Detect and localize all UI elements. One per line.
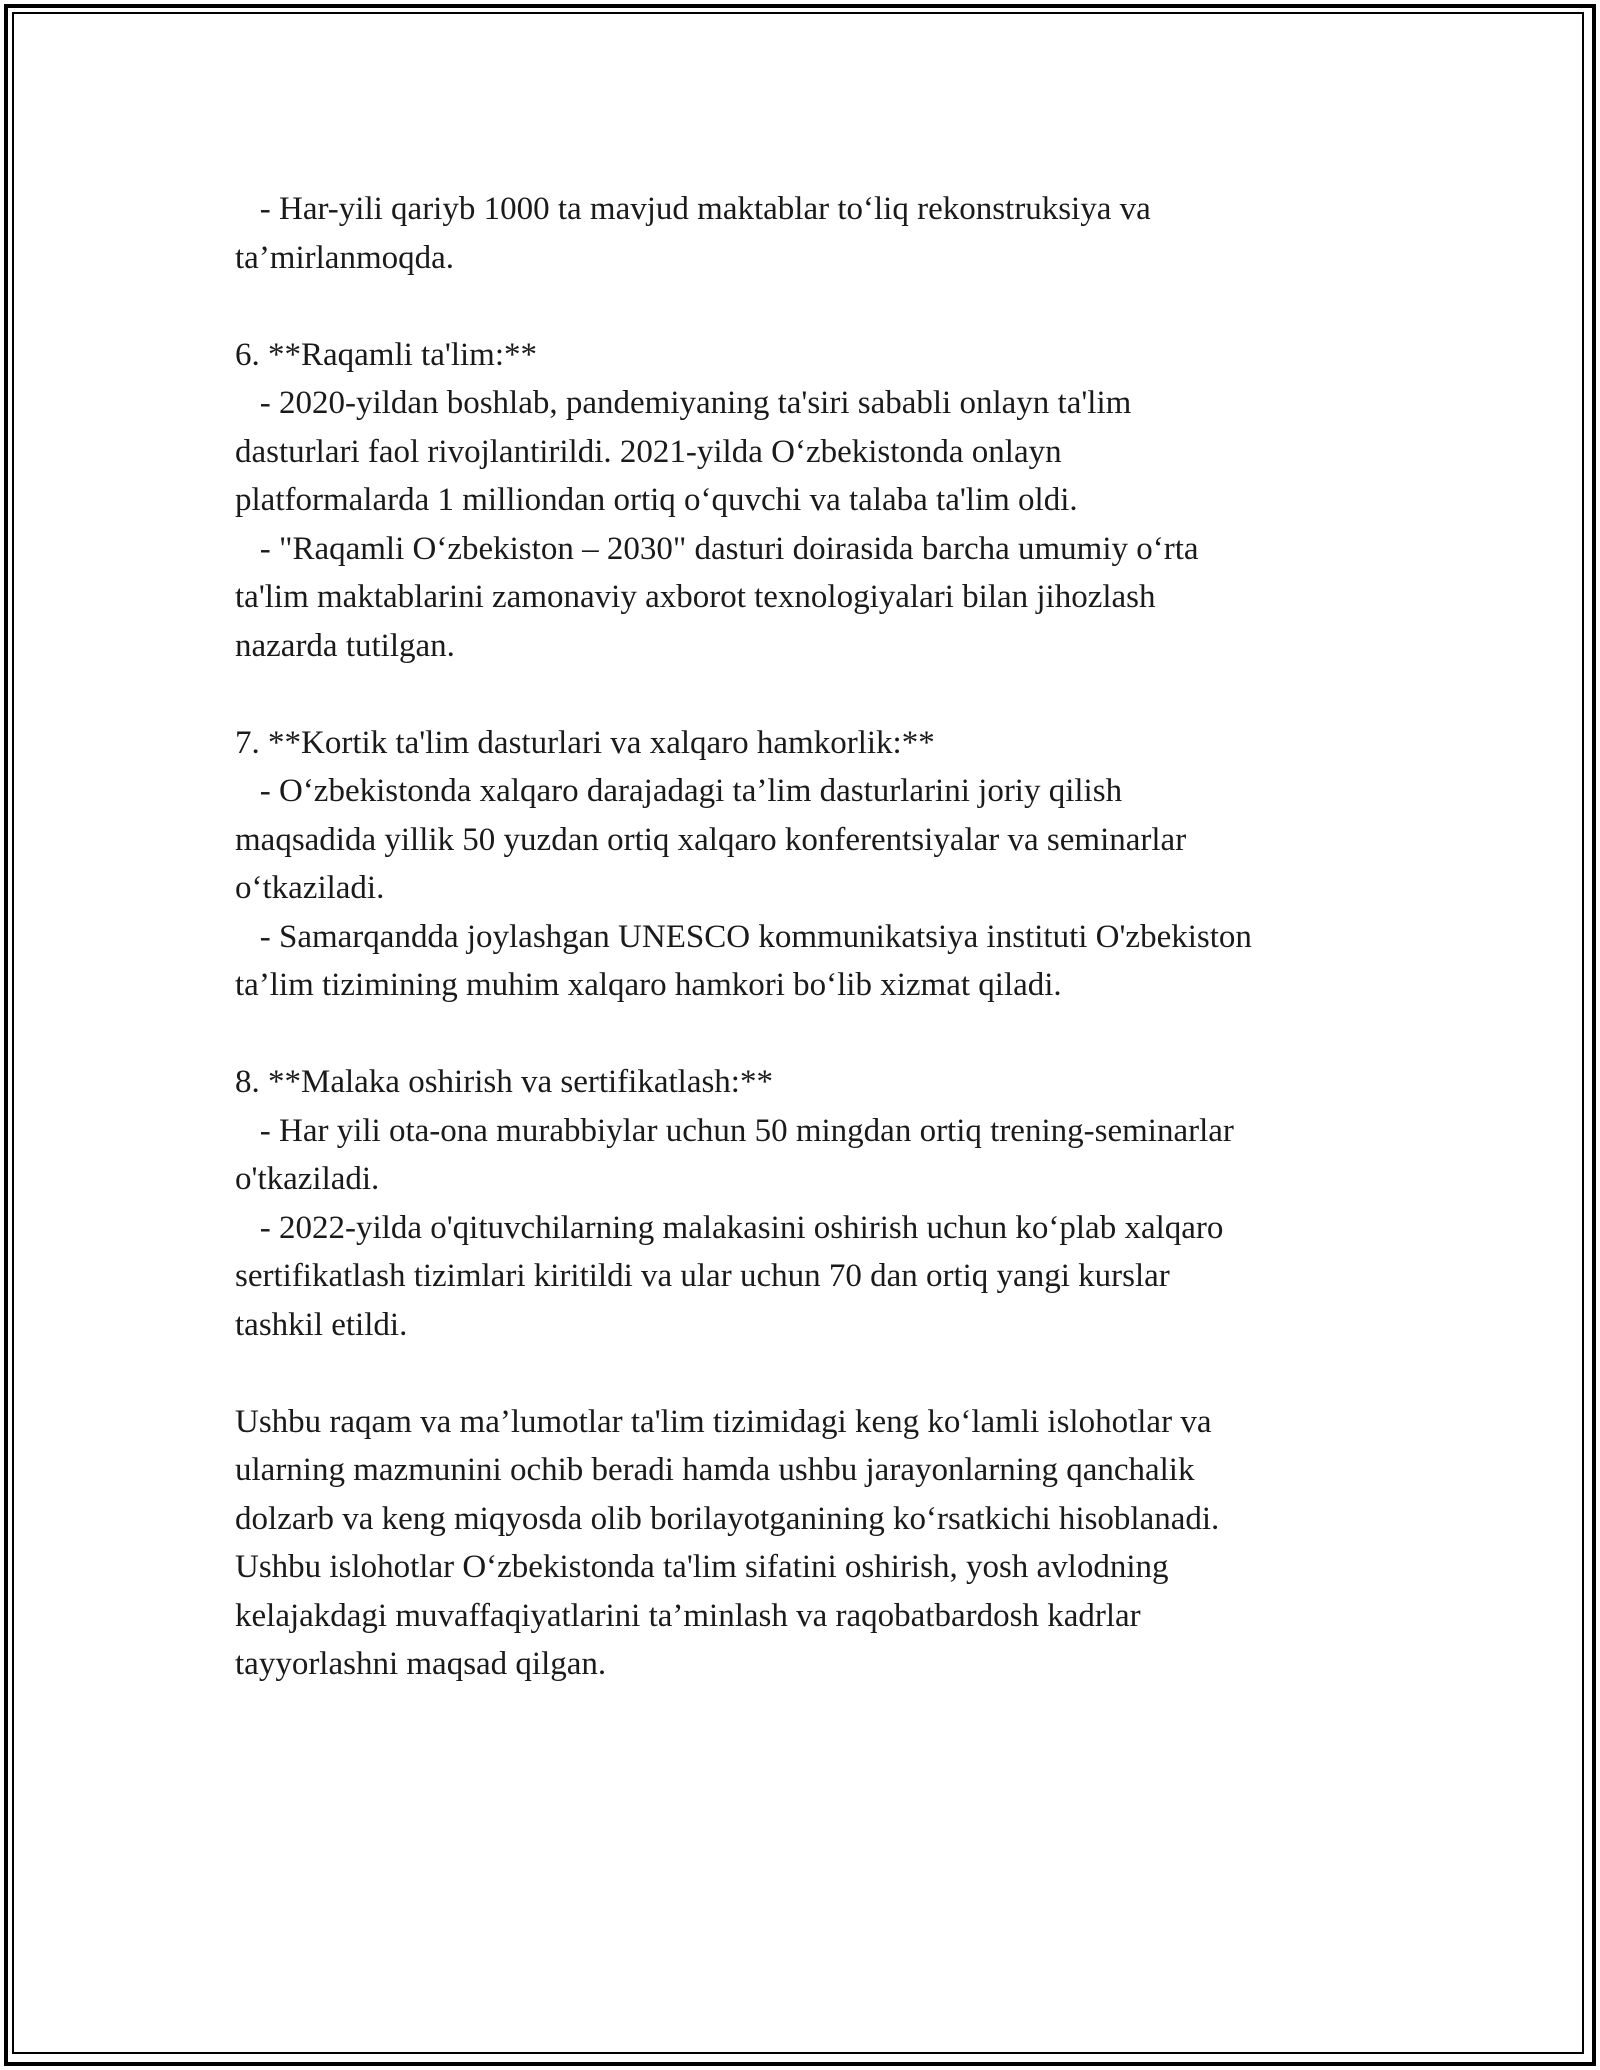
paragraph-gap [235,1349,1395,1398]
text-line: - 2022-yilda o'qituvchilarning malakasini oshirish uchun ko‘plab xalqaro [235,1209,1224,1246]
text-line: ta'lim maktablarini zamonaviy axborot texnologiyalari bilan jihozlash [235,579,1156,615]
text-line: o‘tkaziladi. [235,870,385,906]
text-line: nazarda tutilgan. [235,627,455,664]
text-line: - 2020-yildan boshlab, pandemiyaning ta'siri sababli onlayn ta'lim [235,385,1132,421]
section-heading-8: 8. **Malaka oshirish va sertifikatlash:** [235,1064,773,1100]
paragraph-gap [235,282,1395,331]
text-line: - Har-yili qariyb 1000 ta mavjud maktablar to‘liq rekonstruksiya va [235,191,1151,227]
text-line: - O‘zbekistonda xalqaro darajadagi ta’lim dasturlarini joriy qilish [235,773,1123,809]
conclusion-line: kelajakdagi muvaffaqiyatlarini ta’minlash va raqobatbardosh kadrlar [235,1597,1141,1634]
text-line: tashkil etildi. [235,1306,408,1343]
section-heading-6: 6. **Raqamli ta'lim:** [235,336,537,373]
text-line: sertifikatlash tizimlari kiritildi va ular uchun 70 dan ortiq yangi kurslar [235,1258,1170,1294]
conclusion-line: Ushbu islohotlar O‘zbekistonda ta'lim sifatini oshirish, yosh avlodning [235,1549,1169,1585]
text-line: platformalarda 1 milliondan ortiq o‘quvchi va talaba ta'lim oldi. [235,482,1078,518]
text-line: - Har yili ota-ona murabbiylar uchun 50 mingdan ortiq trening-seminarlar [235,1112,1234,1149]
conclusion-line: Ushbu raqam va ma’lumotlar ta'lim tizimidagi keng ko‘lamli islohotlar va [235,1403,1212,1440]
text-line: ta’lim tizimining muhim xalqaro hamkori bo‘lib xizmat qiladi. [235,967,1062,1003]
text-line: maqsadida yillik 50 yuzdan ortiq xalqaro konferentsiyalar va seminarlar [235,821,1187,858]
document-body [235,185,1395,1689]
conclusion-line: ularning mazmunini ochib beradi hamda ushbu jarayonlarning qanchalik [235,1452,1195,1488]
conclusion-line: tayyorlashni maqsad qilgan. [235,1646,607,1682]
section-heading-7: 7. **Kortik ta'lim dasturlari va xalqaro hamkorlik:** [235,724,935,761]
text-line: o'tkaziladi. [235,1161,380,1197]
paragraph-gap [235,1010,1395,1059]
text-line: ta’mirlanmoqda. [235,239,455,276]
conclusion-line: dolzarb va keng miqyosda olib borilayotganining ko‘rsatkichi hisoblanadi. [235,1500,1220,1537]
text-line: dasturlari faol rivojlantirildi. 2021-yilda O‘zbekistonda onlayn [235,433,1062,470]
paragraph-gap [235,670,1395,719]
text-line: - "Raqamli O‘zbekiston – 2030" dasturi doirasida barcha umumiy o‘rta [235,530,1199,567]
text-line: - Samarqandda joylashgan UNESCO kommunikatsiya instituti O'zbekiston [235,918,1252,955]
